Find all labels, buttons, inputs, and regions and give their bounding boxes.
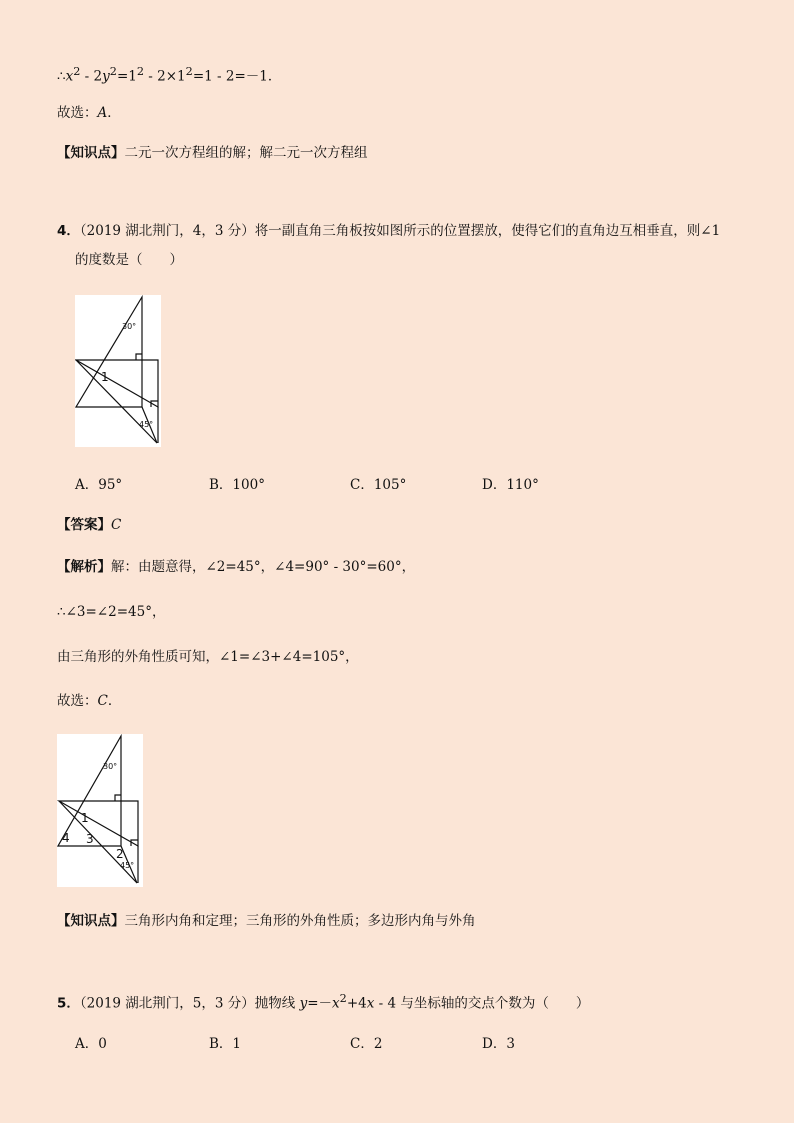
- knowledge-tag: 【知识点】: [57, 913, 125, 929]
- triangle-45-hypotenuse: [59, 801, 137, 883]
- q4-analysis-line4: [57, 692, 121, 710]
- answer-prefix: 故选：: [57, 105, 98, 121]
- right-angle-mark: [115, 795, 121, 801]
- exponent: 2: [136, 65, 145, 78]
- analysis-tag: 【解析】: [57, 559, 111, 575]
- q4-figure: [75, 295, 161, 447]
- calc-text: - 2×1: [144, 68, 186, 85]
- triangle-diagram-labeled: [57, 734, 143, 887]
- exponent: 2: [185, 65, 193, 78]
- label-angle-2: 2: [116, 847, 124, 861]
- answer-suffix: ．: [107, 693, 122, 709]
- question-stem: （2019 湖北荆门，4，3 分）将一副直角三角板按如图所示的位置摆放，使得它们的直角边互相垂直，则∠1: [79, 223, 721, 239]
- q4-stem-line1: [57, 222, 720, 240]
- label-30: 30°: [103, 762, 118, 771]
- exponent: 2: [73, 65, 81, 78]
- q4-knowledge-line: [57, 912, 476, 930]
- exponent: 2: [339, 992, 347, 1005]
- question-stem: （2019 湖北荆门，5，3 分）抛物线: [79, 995, 300, 1012]
- answer-prefix: 故选：: [57, 693, 98, 709]
- answer-tag: 【答案】: [57, 517, 111, 533]
- answer-letter: C: [97, 693, 108, 709]
- calc-text: =1 - 2=－1．: [192, 68, 282, 85]
- answer-letter: A: [97, 105, 108, 121]
- knowledge-tag: 【知识点】: [57, 145, 125, 161]
- triangle-30: [76, 297, 142, 407]
- calc-text: - 2: [80, 68, 103, 85]
- q4-option-b: B．100°: [209, 477, 265, 493]
- q5-option-b: B．1: [209, 1036, 242, 1052]
- label-angle-1: 1: [81, 811, 89, 825]
- q4-stem-line2: 的度数是（ ）: [75, 252, 183, 268]
- question-stem: - 4 与坐标轴的交点个数为（ ）: [374, 995, 590, 1012]
- stem-text: =－: [307, 995, 333, 1012]
- q4-option-d: D．110°: [482, 477, 539, 493]
- q4-solution-figure: [57, 734, 143, 887]
- knowledge-text: 二元一次方程组的解；解二元一次方程组: [124, 145, 368, 161]
- var-x: x: [65, 68, 74, 85]
- label-30: 30°: [122, 322, 137, 331]
- prev-calc-line: [57, 63, 281, 86]
- therefore-symbol: ∴: [57, 68, 66, 85]
- prev-answer-line: [57, 104, 121, 122]
- q4-analysis-line2: ∴∠3=∠2=45°，: [57, 604, 166, 620]
- q5-option-d: D．3: [482, 1036, 515, 1052]
- analysis-text: 解：由题意得，∠2=45°，∠4=90° - 30°=60°，: [111, 559, 416, 575]
- var-x: x: [366, 995, 375, 1012]
- label-45: 45°: [139, 420, 154, 429]
- question-number: 4．: [57, 223, 80, 239]
- right-angle-mark: [136, 354, 142, 360]
- answer-value: C: [111, 517, 122, 533]
- label-angle-3: 3: [86, 832, 94, 846]
- q4-option-c: C．105°: [350, 477, 407, 493]
- q4-analysis-line3: 由三角形的外角性质可知，∠1=∠3+∠4=105°，: [57, 649, 359, 665]
- question-number: 5．: [57, 995, 80, 1012]
- label-45: 45°: [120, 861, 135, 870]
- q4-answer-line: [57, 516, 121, 534]
- q5-stem-line: [57, 990, 589, 1013]
- label-angle-4: 4: [62, 831, 70, 845]
- exponent: 2: [109, 65, 117, 78]
- q4-analysis-line1: [57, 558, 415, 576]
- var-x: x: [332, 995, 340, 1012]
- label-angle-1: 1: [101, 370, 109, 384]
- q4-option-a: A．95°: [75, 477, 123, 493]
- q5-option-c: C．2: [350, 1036, 383, 1052]
- stem-text: +4: [346, 995, 367, 1012]
- var-y: y: [102, 68, 110, 85]
- triangle-45-hypotenuse: [76, 360, 157, 443]
- triangle-diagram: [75, 295, 161, 447]
- prev-knowledge-line: [57, 144, 368, 162]
- calc-text: =1: [116, 68, 137, 85]
- triangle-30: [58, 736, 121, 846]
- answer-suffix: ．: [107, 105, 121, 121]
- knowledge-text: 三角形内角和定理；三角形的外角性质；多边形内角与外角: [124, 913, 476, 929]
- triangle-45-upper: [76, 360, 158, 407]
- var-y: y: [299, 995, 308, 1012]
- q5-option-a: A．0: [75, 1036, 107, 1052]
